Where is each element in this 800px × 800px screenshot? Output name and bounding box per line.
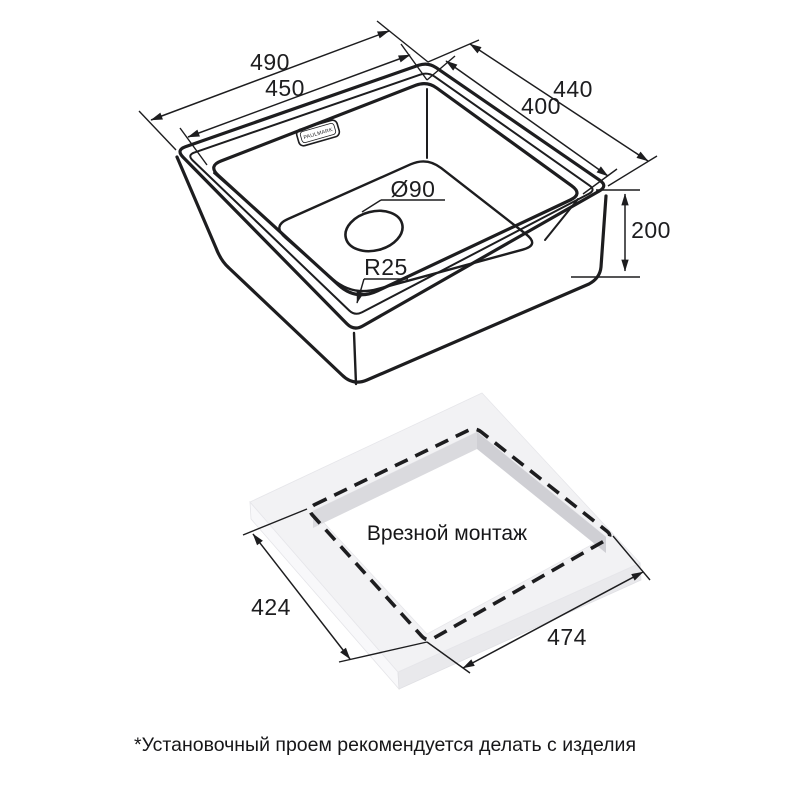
dim-200-label: 200 bbox=[631, 217, 671, 243]
dim-400-label: 400 bbox=[521, 93, 561, 119]
dim-474-label: 474 bbox=[547, 624, 587, 650]
corner-radius-label: R25 bbox=[364, 254, 408, 280]
dim-440-label: 440 bbox=[553, 76, 593, 102]
footnote: *Установочный проем рекомендуется делать с изделия bbox=[133, 734, 637, 756]
dim-424-label: 424 bbox=[251, 594, 291, 620]
mount-type-label: Врезной монтаж bbox=[366, 522, 528, 545]
brand-badge-label: PAULMARK bbox=[302, 127, 334, 142]
drain-diameter-label: Ø90 bbox=[390, 176, 436, 202]
dim-490-label: 490 bbox=[250, 49, 290, 75]
dim-450-label: 450 bbox=[265, 75, 305, 101]
